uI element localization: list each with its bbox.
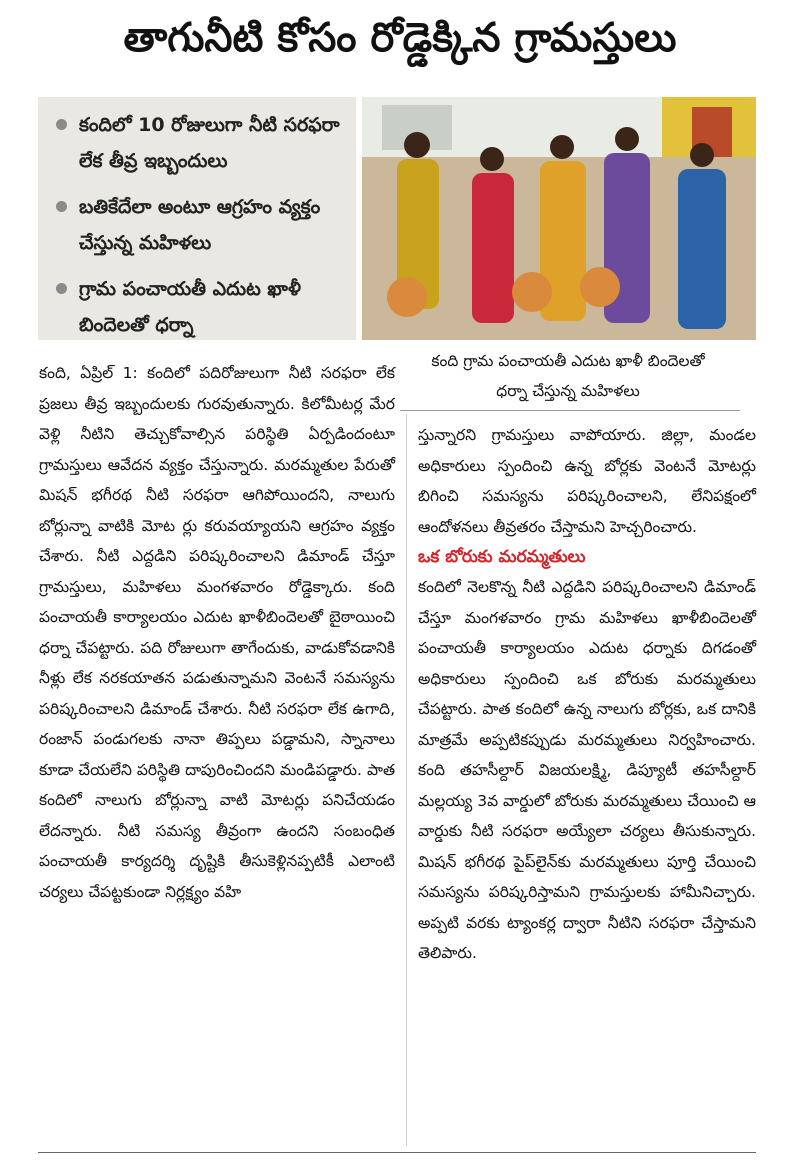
photo-caption: కంది గ్రామ పంచాయతీ ఎదుట ఖాళీ బిందెలతో ధర్నా చేస్తున్న మహిళలు xyxy=(431,352,705,400)
highlight-item xyxy=(56,271,348,343)
bottom-divider xyxy=(38,1152,756,1153)
highlight-item xyxy=(56,107,348,179)
bullet-dot-icon xyxy=(56,201,67,212)
highlight-text: బతికేదేలా అంటూ ఆగ్రహం వ్యక్తం చేస్తున్న మహిళలు xyxy=(79,196,321,254)
headline: తాగునీటి కోసం రోడ్డెక్కిన గ్రామస్తులు xyxy=(123,15,677,61)
article-left-column xyxy=(39,358,395,907)
article-right-column xyxy=(418,420,756,969)
highlights-box xyxy=(38,97,356,340)
highlight-text: గ్రామ పంచాయతీ ఎదుట ఖాళీ బిందెలతో ధర్నా xyxy=(79,278,301,336)
article-paragraph: స్తున్నారని గ్రామస్తులు వాపోయారు. జిల్లా, మండల అధికారులు స్పందించి ఉన్న బోర్లకు వెంటనే మోటర్లు బిగించి సమస్యను పరిష్కరించాలని, లేనిపక్షంలో ఆందోళనలు తీవ్రతరం చేస్తామని హెచ్చరించారు. xyxy=(418,426,756,536)
article-paragraph: కందిలో నెలకొన్న నీటి ఎద్దడిని పరిష్కరించాలని డిమాండ్ చేస్తూ మంగళవారం గ్రామ మహిళలు ఖాళీబిందెలతో పంచాయతీ కార్యాలయం ఎదుట ధర్నాకు దిగడంతో అధికారులు స్పందించి ఒక బోరుకు మరమ్మతులు చేపట్టారు. పాత కందిలో ఉన్న నాలుగు బోర్లకు, ఒక దానికి మాత్రమే అప్పటికప్పుడు మరమ్మతులు నిర్వహించారు. కంది తహసీల్దార్ విజయలక్ష్మి, డిప్యూటీ తహసీల్దార్ మల్లయ్య 3వ వార్డులో బోరుకు మరమ్మతులు చేయించి ఆ వార్డుకు నీటి సరఫరా అయ్యేలా చర్యలు తీసుకున్నారు. మిషన్ భగీరథ పైప్‌లైన్‌కు మరమ్మతులు పూర్తి చేయించి సమస్యను పరిష్కరిస్తామని గ్రామస్తులకు హామీనిచ్చారు. అప్పటి వరకు ట్యాంకర్ల ద్వారా నీటిని సరఫరా చేస్తామని తెలిపారు. xyxy=(418,578,756,962)
caption-divider xyxy=(400,410,740,411)
article-subheading: ఒక బోరుకు మరమ్మతులు xyxy=(418,547,586,567)
column-divider xyxy=(406,414,407,1146)
highlight-item xyxy=(56,189,348,261)
news-photo xyxy=(362,97,756,340)
women-protest-photo-icon xyxy=(362,97,756,340)
highlight-text: కందిలో 10 రోజులుగా నీటి సరఫరా లేక తీవ్ర ఇబ్బందులు xyxy=(79,114,340,172)
bullet-dot-icon xyxy=(56,283,67,294)
article-paragraph: కంది, ఏప్రిల్ 1: కందిలో పదిరోజులుగా నీటి సరఫరా లేక ప్రజలు తీవ్ర ఇబ్బందులకు గురవుతున్నారు. కిలోమీటర్ల మేర వెళ్లి నీటిని తెచ్చుకోవాల్సిన పరిస్థితి ఏర్పడిందంటూ గ్రామస్తులు ఆవేదన వ్యక్తం చేస్తున్నారు. మరమ్మతుల పేరుతో మిషన్ భగీరథ నీటి సరఫరా ఆగిపోయిందని, నాలుగు బోర్లున్నా వాటికి మోట ర్లు కరువయ్యాయని ఆగ్రహం వ్యక్తం చేశారు. నీటి ఎద్దడిని పరిష్కరించాలని డిమాండ్ చేస్తూ గ్రామస్తులు, మహిళలు మంగళవారం రోడ్డెక్కారు. కంది పంచాయతీ కార్యాలయం ఎదుట ఖాళీబిందెలతో బైఠాయించి ధర్నా చేపట్టారు. పది రోజులుగా తాగేందుకు, వాడుకోవడానికి నీళ్లు లేక నరకయాతన పడుతున్నామని వెంటనే సమస్యను పరిష్కరించాలని డిమాండ్ చేశారు. నీటి సరఫరా లేక ఉగాది, రంజాన్ పండుగలకు నానా తిప్పలు పడ్డామని, స్నానాలు కూడా చేయలేని పరిస్థితి దాపురించిందని మండిపడ్డారు. పాత కందిలో నాలుగు బోర్లున్నా వాటి మోటర్లు పనిచేయడం లేదన్నారు. నీటి సమస్య తీవ్రంగా ఉందని సంబంధిత పంచాయతీ కార్యదర్శి దృష్టికి తీసుకెళ్లినప్పటికీ ఎలాంటి చర్యలు చేపట్టకుండా నిర్లక్ష్యం వహి xyxy=(39,364,395,901)
bullet-dot-icon xyxy=(56,119,67,130)
